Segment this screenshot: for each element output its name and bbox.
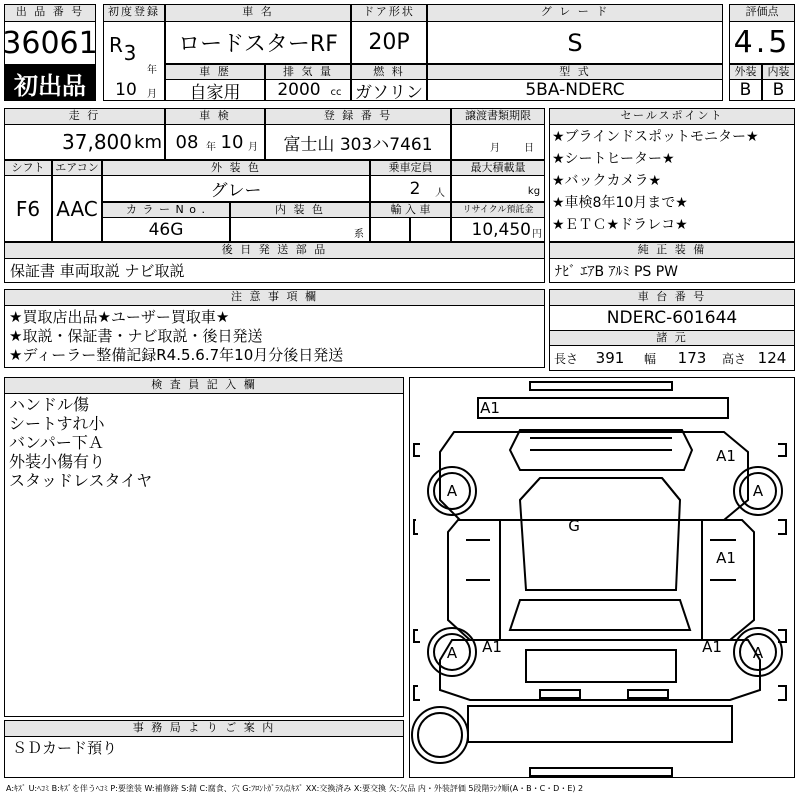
sales-point: ★シートヒーター★ [552,151,675,167]
damage-mark: A1 [716,549,736,567]
model-code: 5BA-NDERC [525,80,625,100]
inspector-note: バンパー下Ａ [9,433,104,452]
damage-mark: A [446,482,458,500]
sales-point: ★ＥＴＣ★ドラレコ★ [552,217,688,233]
exterior-color: グレー [210,181,262,201]
inspection-year: 08 [175,131,199,153]
width: 173 [677,349,707,367]
fuel: ガソリン [355,82,423,103]
car-name: ロードスターRF [178,32,338,57]
damage-mark: A1 [716,447,736,465]
damage-mark: G [568,517,580,535]
inspector-note: 外装小傷有り [9,452,106,471]
first-reg-label: 初度登録 [103,4,165,22]
lot-label: 出 品 番 号 [4,4,96,22]
shift: F6 [15,196,41,221]
door-type: 20P [368,30,410,55]
era: R [109,33,123,57]
lot-number: 36061 [2,25,98,61]
reg-year: 3 [123,41,137,65]
plate-number: 富士山 303ハ7461 [283,134,433,155]
damage-mark: A [752,644,764,662]
later-parts: 保証書 車両取説 ナビ取説 [10,262,185,280]
chassis-number: NDERC-601644 [606,308,738,328]
grade-label: グ レ ー ド [427,4,723,22]
sales-point: ★バックカメラ★ [552,173,662,189]
caution-item: ★ディーラー整備記録R4.5.6.7年10月分後日発送 [9,346,344,364]
inspector-note: ハンドル傷 [9,395,90,414]
damage-mark: A1 [482,638,502,656]
interior-score: B [772,80,785,100]
mileage: 37,800 [62,130,132,154]
displacement: 2000 [277,80,321,100]
reg-month: 10 [115,80,137,100]
car-name-label: 車 名 [165,4,351,22]
score: 4.5 [733,25,791,60]
damage-mark: A1 [480,399,500,417]
recycle-fee: 10,450 [471,219,531,240]
car-history: 自家用 [189,82,241,103]
door-label: ドア形状 [351,4,427,22]
score-label: 評価点 [729,4,795,22]
caution-item: ★買取店出品★ユーザー買取車★ [9,308,230,326]
caution-item: ★取説・保証書・ナビ取説・後日発送 [9,327,263,345]
color-number: 46G [148,219,184,240]
air-conditioner: AAC [56,196,98,221]
inspector-note: シートすれ小 [9,414,105,433]
capacity: 2 [409,178,421,199]
height: 124 [757,349,787,367]
sales-point: ★車検8年10月まで★ [552,195,688,211]
grade: S [567,28,583,57]
inspection-month: 10 [220,131,244,153]
legend: A:ｷｽﾞ U:ﾍｺﾐ B:ｷｽﾞを伴うﾍｺﾐ P:要塗装 W:補修跡 S:錆 C:腐食、穴 G:ﾌﾛﾝﾄｶﾞﾗｽ点ｷｽﾞ XX:交換済み X:要交換 欠:欠品 内・外装評価 5段階ﾗﾝｸ順(A・B・C・D・E) 2 [6,783,584,793]
damage-mark: A [752,482,764,500]
office-note: ＳＤカード預り [12,738,118,757]
inspector-note: スタッドレスタイヤ [9,471,153,490]
length: 391 [595,349,625,367]
sales-point: ★ブラインドスポットモニター★ [552,129,759,145]
equipment: ﾅﾋﾞ ｴｱB ｱﾙﾐ PS PW [555,263,679,280]
first-listing-badge: 初出品 [4,65,96,101]
damage-mark: A1 [702,638,722,656]
exterior-score: B [739,80,752,100]
damage-mark: A [446,644,458,662]
